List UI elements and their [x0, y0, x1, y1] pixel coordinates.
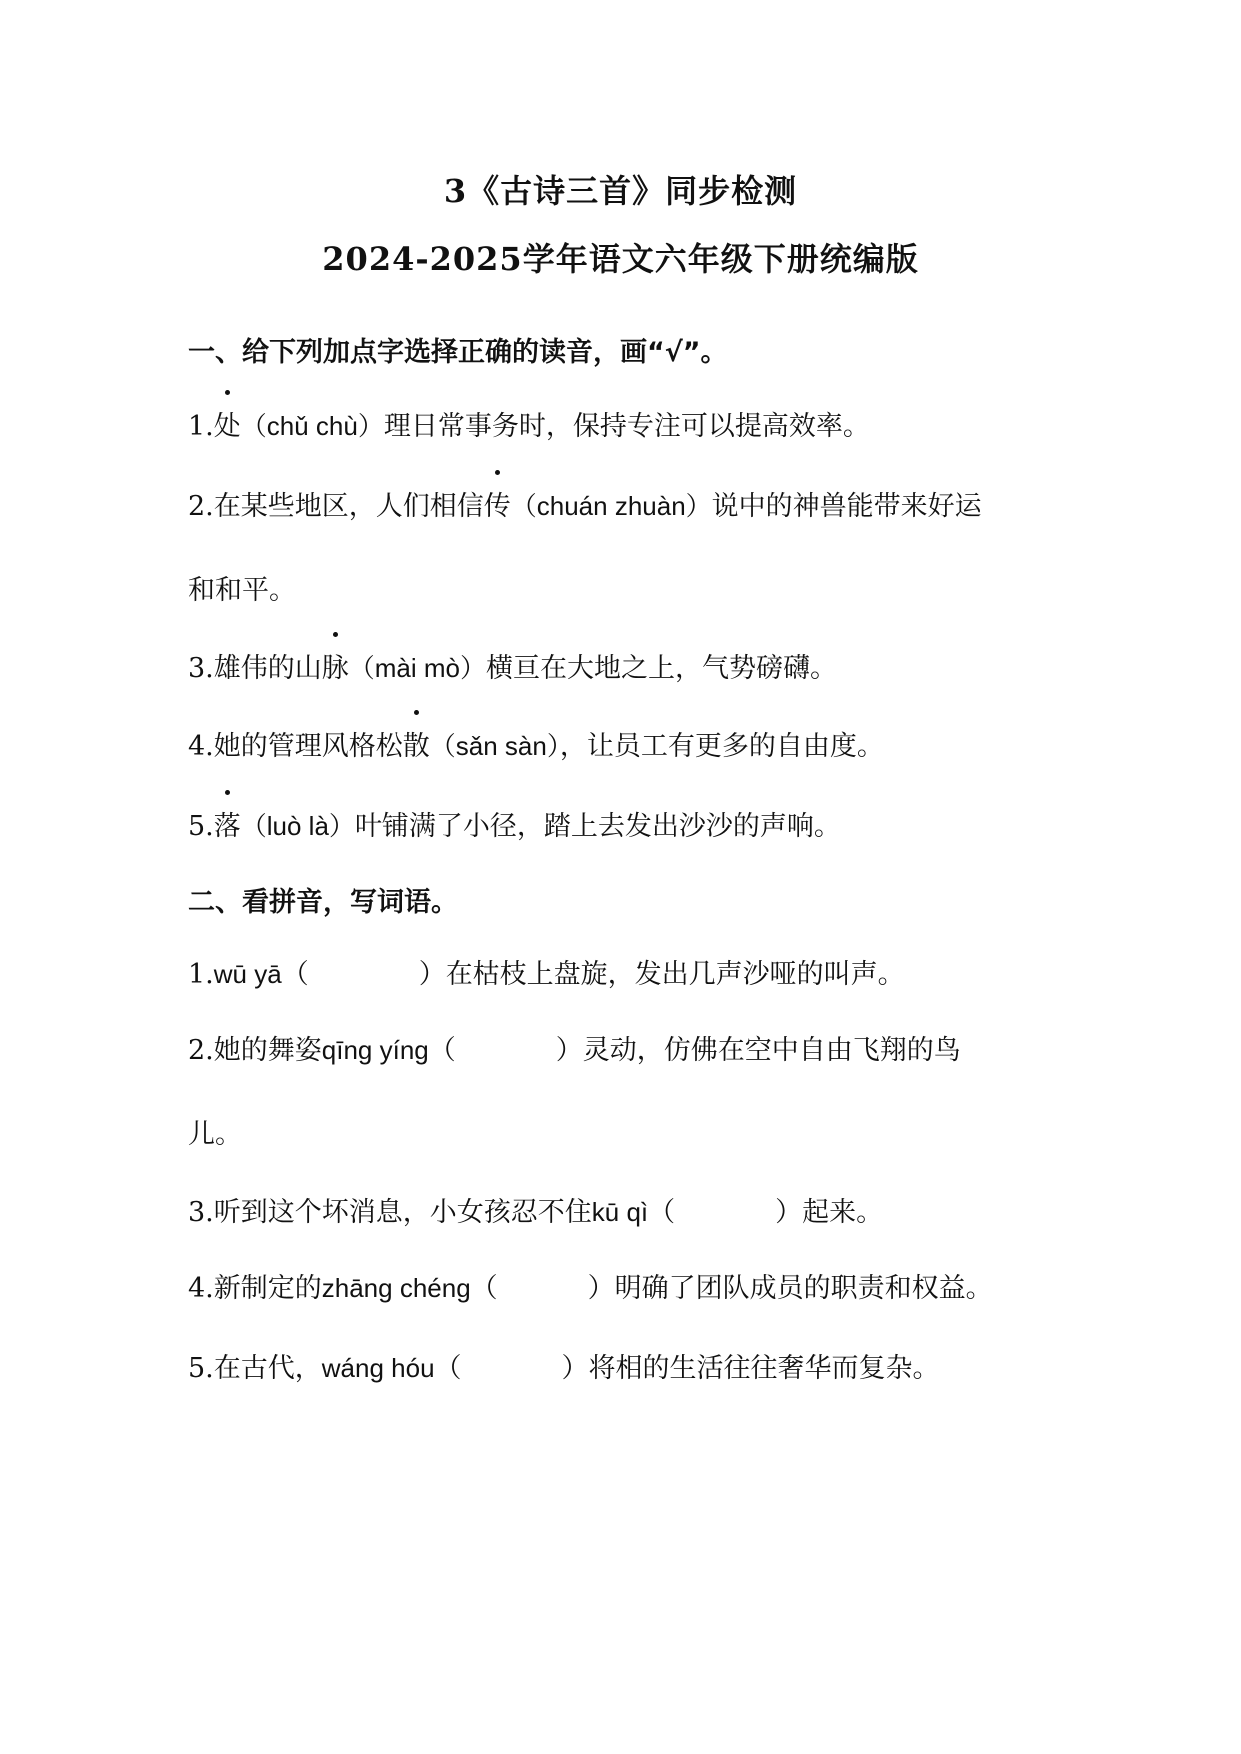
- s1-item-4: 4.她的管理风格松散（sǎn sàn），让员工有更多的自由度。: [188, 724, 884, 763]
- s1-item-5: 5.落（luò là）叶铺满了小径，踏上去发出沙沙的声响。: [188, 804, 841, 843]
- s1-item-2-cont: 和和平。: [188, 575, 296, 606]
- s2-item-2-cont: 儿。: [188, 1119, 242, 1150]
- section1-heading: 一、给下列加点字选择正确的读音，画“√”。: [188, 337, 728, 368]
- s2-item-2: 2.她的舞姿qīng yíng（ ）灵动，仿佛在空中自由飞翔的鸟: [188, 1035, 961, 1066]
- worksheet-title: 3《古诗三首》同步检测: [443, 172, 798, 210]
- s1-item-1: 1.处（chǔ chù）理日常事务时，保持专注可以提高效率。: [188, 404, 870, 443]
- dotted-char: 散: [403, 724, 430, 763]
- dotted-char: 处: [214, 404, 241, 443]
- section2-heading: 二、看拼音，写词语。: [188, 887, 458, 918]
- dotted-char: 传: [484, 484, 511, 523]
- s2-item-3: 3.听到这个坏消息，小女孩忍不住kū qì（ ）起来。: [188, 1197, 884, 1228]
- s2-item-1: 1.wū yā（ ）在枯枝上盘旋，发出几声沙哑的叫声。: [188, 959, 905, 990]
- s2-item-5: 5.在古代，wáng hóu（ ）将相的生活往往奢华而复杂。: [188, 1353, 940, 1384]
- s1-item-2: 2.在某些地区，人们相信传（chuán zhuàn）说中的神兽能带来好运: [188, 484, 982, 523]
- worksheet-subtitle: 2024-2025学年语文六年级下册统编版: [322, 240, 919, 278]
- dotted-char: 脉: [322, 646, 349, 685]
- dotted-char: 落: [214, 804, 241, 843]
- s1-item-3: 3.雄伟的山脉（mài mò）横亘在大地之上，气势磅礴。: [188, 646, 837, 685]
- s2-item-4: 4.新制定的zhāng chéng（ ）明确了团队成员的职责和权益。: [188, 1273, 993, 1304]
